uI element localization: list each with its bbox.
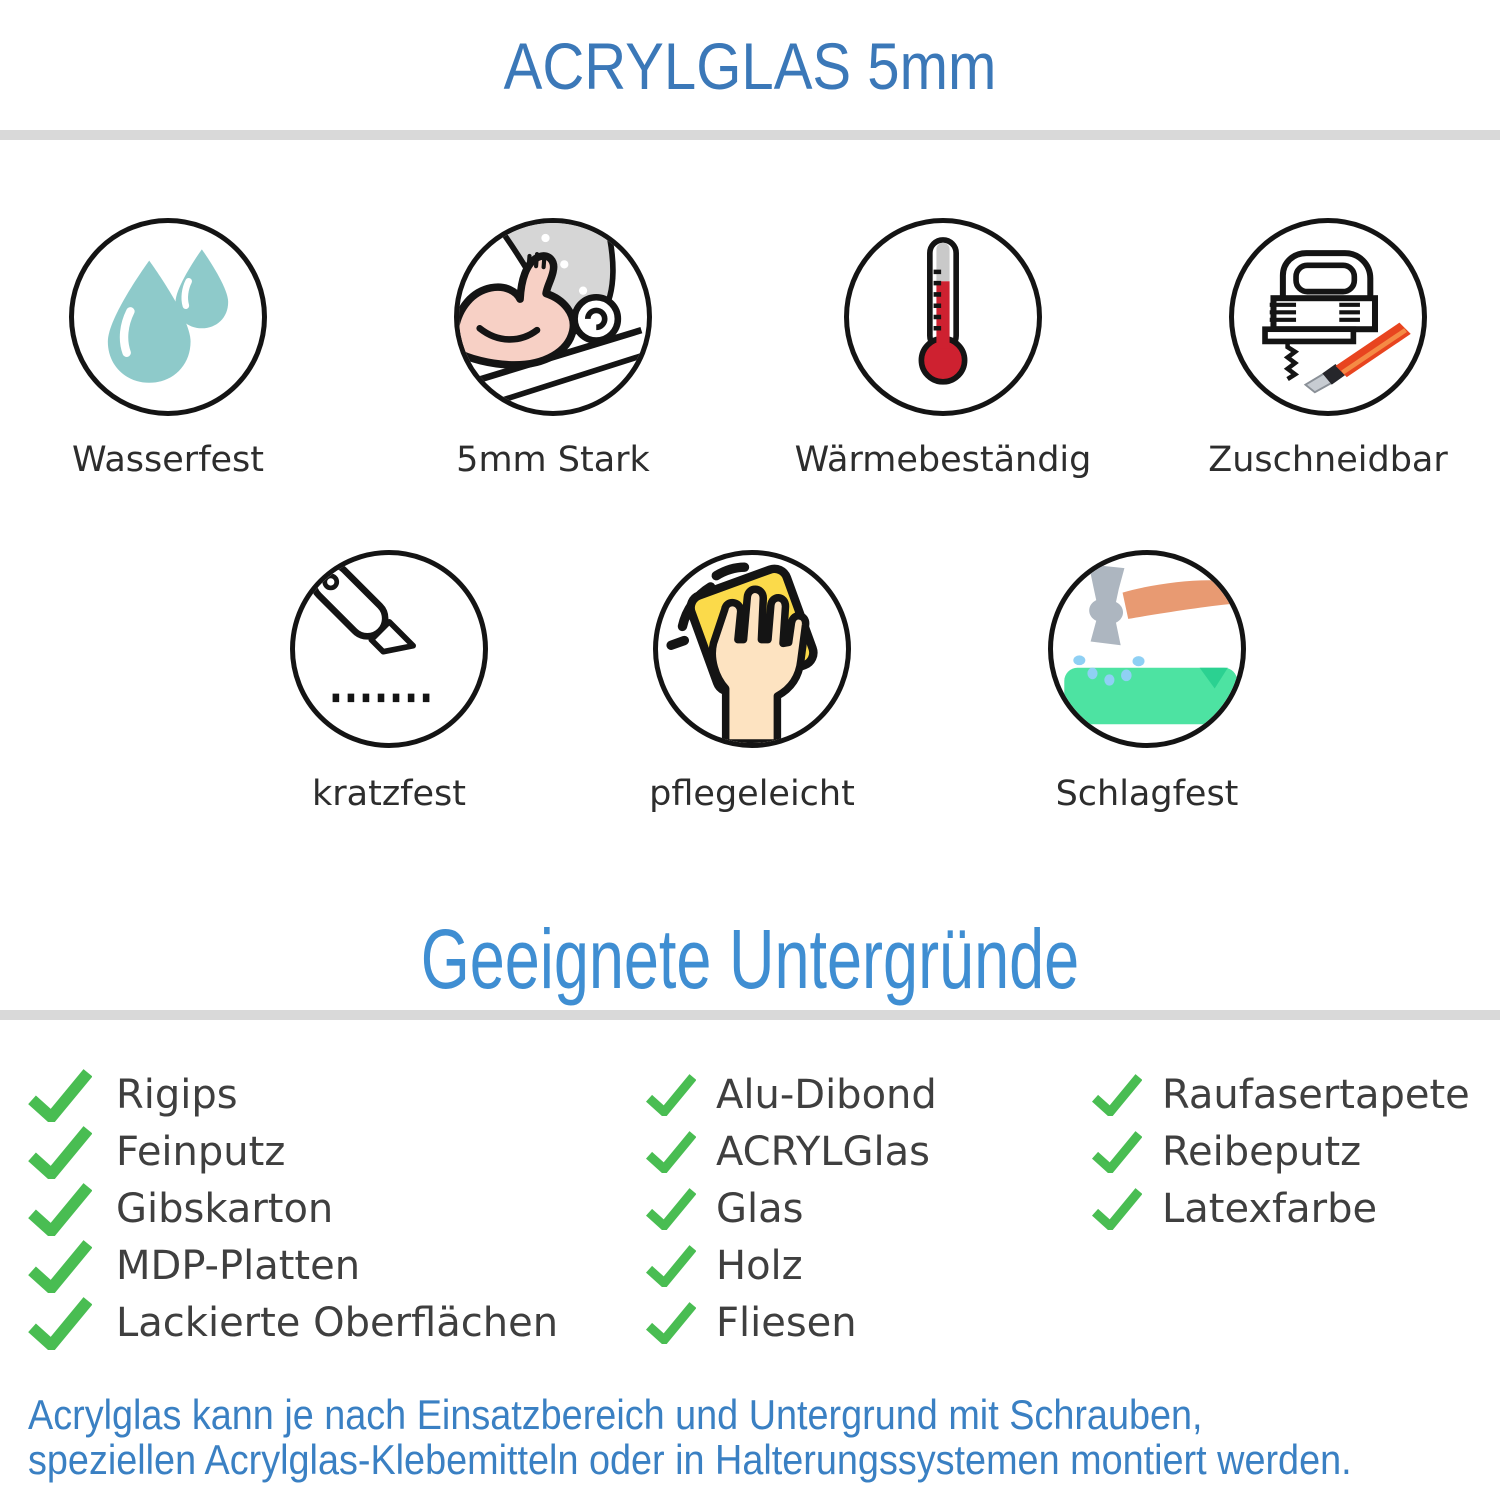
page-title-text: ACRYLGLAS 5mm [503,29,997,103]
list-item [646,1294,937,1351]
list-item-label: Glas [716,1185,804,1232]
list-item [28,1294,558,1351]
list-item [646,1180,937,1237]
substrates-column-1 [28,1066,558,1351]
list-item [1092,1123,1470,1180]
check-icon [646,1244,696,1287]
check-icon [28,1239,92,1293]
substrates-column-3 [1092,1066,1470,1237]
water-drops-icon [74,223,262,411]
check-icon [646,1187,696,1230]
list-item-label: Fliesen [716,1299,857,1346]
check-icon [1092,1073,1142,1116]
check-icon [28,1125,92,1179]
list-item-label: ACRYLGlas [716,1128,931,1175]
utility-knife-icon [295,555,483,743]
feature-label: kratzfest [311,774,466,814]
list-item [28,1237,558,1294]
feature-circle-5mm-stark [454,218,652,416]
list-item-label: Reibeputz [1162,1128,1362,1175]
feature-circle-zuschneidbar [1229,218,1427,416]
substrates-column-2 [646,1066,937,1351]
divider-top [0,130,1500,140]
check-icon [1092,1187,1142,1230]
feature-circle-kratzfest [290,550,488,748]
mounting-note-line1: Acrylglas kann je nach Einsatzbereich und Untergrund mit Schrauben, [28,1391,1203,1438]
list-item [1092,1066,1470,1123]
list-item [28,1066,558,1123]
feature-label: pflegeleicht [649,774,855,814]
feature-circle-pflegeleicht [653,550,851,748]
page-title [0,29,1500,103]
thermometer-icon [849,223,1037,411]
check-icon [28,1068,92,1122]
check-icon [646,1073,696,1116]
list-item-label: Feinputz [116,1128,286,1175]
list-item-label: MDP-Platten [116,1242,361,1289]
strong-arm-icon [459,223,647,411]
check-icon [28,1182,92,1236]
list-item-label: Rigips [116,1071,238,1118]
list-item-label: Latexfarbe [1162,1185,1378,1232]
feature-label: Wasserfest [71,440,265,480]
feature-circle-wasserfest [69,218,267,416]
mounting-note [28,1392,1352,1482]
list-item-label: Holz [716,1242,803,1289]
list-item-label: Alu-Dibond [716,1071,937,1118]
list-item [646,1066,937,1123]
hammer-icon [1053,555,1241,743]
list-item [28,1123,558,1180]
check-icon [28,1296,92,1350]
check-icon [1092,1130,1142,1173]
feature-label: 5mm Stark [456,440,650,480]
substrates-heading [0,912,1500,1006]
substrates-heading-text: Geeignete Untergründe [420,912,1080,1006]
divider-substrates [0,1010,1500,1020]
list-item-label: Gibskarton [116,1185,334,1232]
feature-label: Wärmebeständig [794,440,1092,480]
feature-circle-schlagfest [1048,550,1246,748]
feature-label: Schlagfest [1055,774,1239,814]
mounting-note-line2: speziellen Acrylglas-Klebemitteln oder in Halterungssystemen montiert werden. [28,1436,1352,1483]
list-item-label: Lackierte Oberflächen [116,1299,559,1346]
list-item [1092,1180,1470,1237]
feature-circle-waermebestaendig [844,218,1042,416]
feature-label: Zuschneidbar [1208,440,1448,480]
list-item [28,1180,558,1237]
list-item-label: Raufasertapete [1162,1071,1470,1118]
cleaning-hand-icon [658,555,846,743]
list-item [646,1123,937,1180]
jigsaw-icon [1234,223,1422,411]
list-item [646,1237,937,1294]
check-icon [646,1301,696,1344]
check-icon [646,1130,696,1173]
